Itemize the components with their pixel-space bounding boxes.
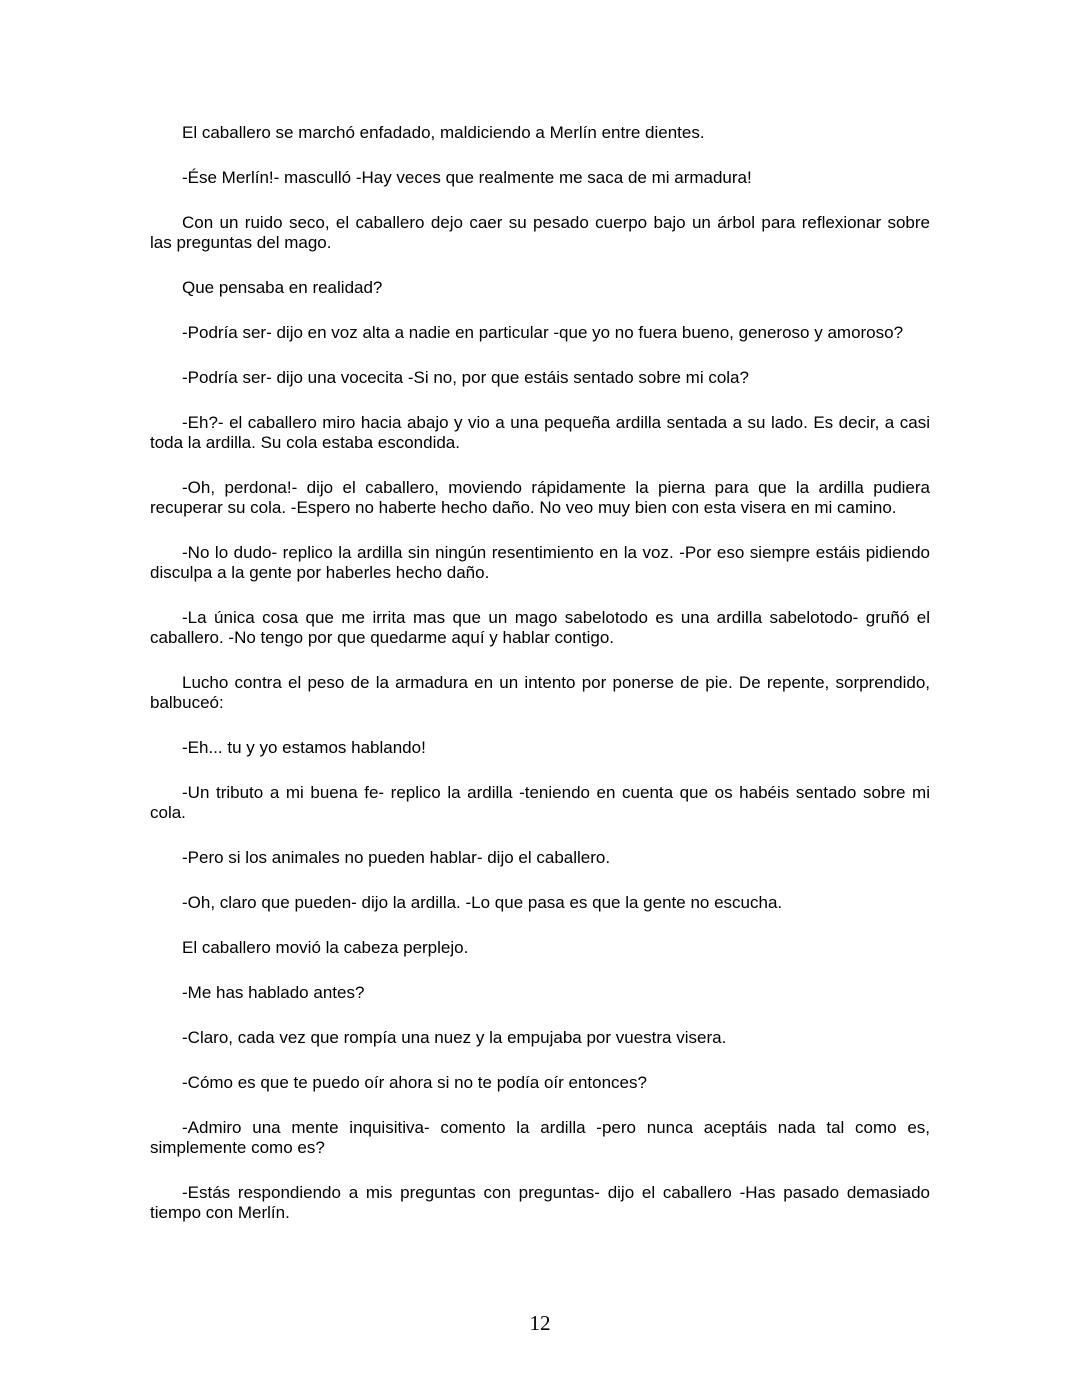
paragraph: -Oh, claro que pueden- dijo la ardilla. -Lo que pasa es que la gente no escucha.: [182, 893, 783, 912]
paragraph: -Un tributo a mi buena fe- replico la ardilla -teniendo en cuenta que os habéis sentado sobre mi cola.: [150, 783, 930, 822]
paragraph: -Oh, perdona!- dijo el caballero, moviendo rápidamente la pierna para que la ardilla pudiera recuperar su cola. -Espero no haberte hecho daño. No veo muy bien con esta visera en mi camino.: [150, 478, 930, 517]
paragraph: Lucho contra el peso de la armadura en un intento por ponerse de pie. De repente, sorprendido, balbuceó:: [150, 673, 930, 712]
page-number: 12: [529, 1311, 551, 1335]
paragraph: -Estás respondiendo a mis preguntas con preguntas- dijo el caballero -Has pasado demasiado tiempo con Merlín.: [150, 1183, 930, 1222]
paragraph: -Ése Merlín!- masculló -Hay veces que realmente me saca de mi armadura!: [182, 168, 752, 187]
paragraph: El caballero movió la cabeza perplejo.: [182, 938, 469, 957]
paragraph: El caballero se marchó enfadado, maldiciendo a Merlín entre dientes.: [182, 123, 705, 142]
paragraph: -Eh... tu y yo estamos hablando!: [182, 738, 426, 757]
paragraph: -Claro, cada vez que rompía una nuez y la empujaba por vuestra visera.: [182, 1028, 727, 1047]
document-body: [150, 123, 930, 1248]
paragraph: -No lo dudo- replico la ardilla sin ningún resentimiento en la voz. -Por eso siempre estáis pidiendo disculpa a la gente por haberles hecho daño.: [150, 543, 930, 582]
paragraph: -La única cosa que me irrita mas que un mago sabelotodo es una ardilla sabelotodo- gruñó el caballero. -No tengo por que quedarme aquí y hablar contigo.: [150, 608, 930, 647]
paragraph: -Pero si los animales no pueden hablar- dijo el caballero.: [182, 848, 611, 867]
paragraph: Que pensaba en realidad?: [182, 278, 383, 297]
paragraph: -Cómo es que te puedo oír ahora si no te podía oír entonces?: [182, 1073, 647, 1092]
paragraph: -Podría ser- dijo una vocecita -Si no, por que estáis sentado sobre mi cola?: [182, 368, 749, 387]
paragraph: -Podría ser- dijo en voz alta a nadie en particular -que yo no fuera bueno, generoso y amoroso?: [182, 323, 904, 342]
paragraph: Con un ruido seco, el caballero dejo caer su pesado cuerpo bajo un árbol para reflexionar sobre las preguntas del mago.: [150, 213, 930, 252]
paragraph: -Admiro una mente inquisitiva- comento la ardilla -pero nunca aceptáis nada tal como es, simplemente como es?: [150, 1118, 930, 1157]
paragraph: -Me has hablado antes?: [182, 983, 365, 1002]
paragraph: -Eh?- el caballero miro hacia abajo y vio a una pequeña ardilla sentada a su lado. Es decir, a casi toda la ardilla. Su cola estaba escondida.: [150, 413, 930, 452]
